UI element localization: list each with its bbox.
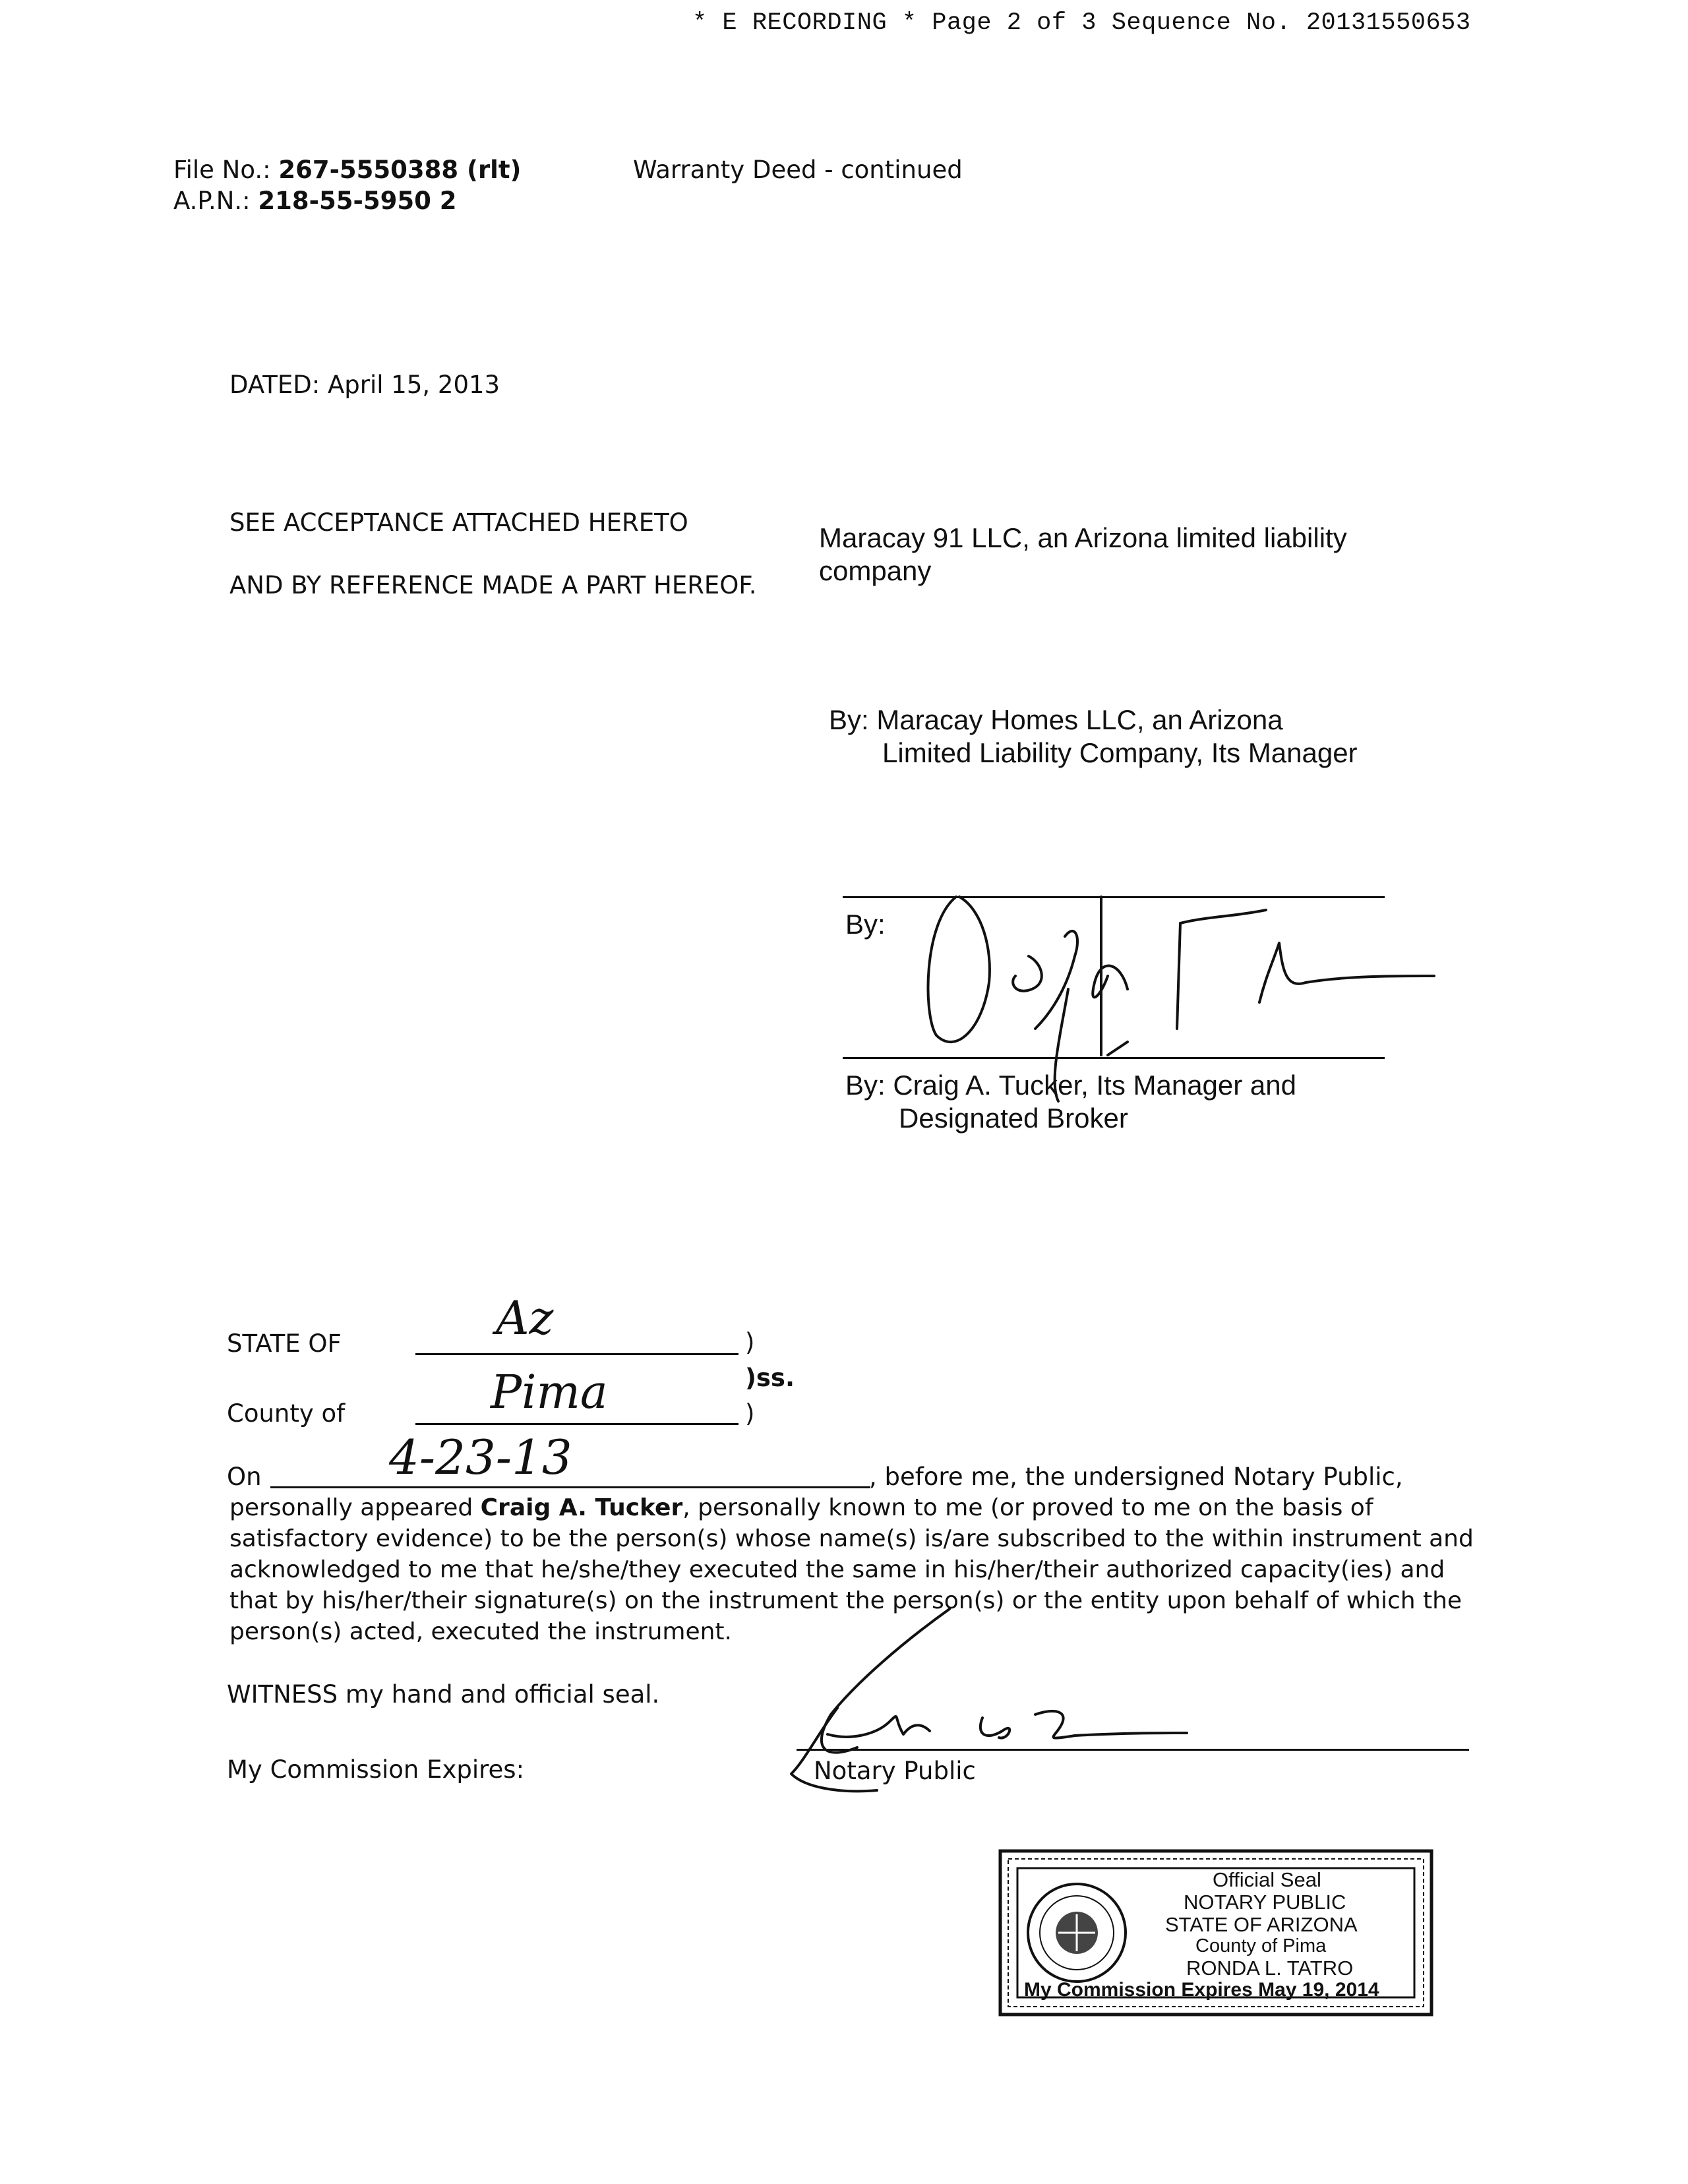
witness-pre: WITNESS	[227, 1680, 338, 1709]
date-rule	[270, 1486, 870, 1488]
state-rule	[415, 1353, 738, 1355]
body-line-5: person(s) acted, executed the instrument.	[229, 1618, 732, 1645]
appeared-pre: personally appeared	[229, 1494, 481, 1521]
state-value: Az	[496, 1291, 554, 1345]
file-no-label: File No.:	[173, 156, 271, 184]
file-no	[173, 156, 521, 184]
apn	[173, 187, 456, 215]
body-line-3: acknowledged to me that he/she/they executed the same in his/her/their authorized capacity(ies) and	[229, 1556, 1445, 1583]
acceptance-line-2: AND BY REFERENCE MADE A PART HEREOF.	[229, 571, 757, 599]
seal-line-1: Official Seal	[1213, 1868, 1321, 1891]
document-title: Warranty Deed - continued	[633, 156, 963, 184]
acknowledgment-date: 4-23-13	[389, 1430, 572, 1485]
signer-line-1: By: Craig A. Tucker, Its Manager and	[845, 1070, 1296, 1101]
grantor-line-2: company	[819, 555, 932, 586]
grantor-line-1: Maracay 91 LLC, an Arizona limited liability	[819, 522, 1347, 553]
commission-expires-label: My Commission Expires:	[227, 1755, 525, 1784]
notary-signature-rule	[797, 1749, 1469, 1751]
apn-label: A.P.N.:	[173, 187, 251, 215]
dated-line: DATED: April 15, 2013	[229, 371, 500, 399]
county-value: Pima	[491, 1365, 608, 1419]
apn-value: 218-55-5950 2	[258, 187, 457, 215]
signer-line-2: Designated Broker	[899, 1103, 1128, 1134]
seal-line-3: STATE OF ARIZONA	[1165, 1913, 1358, 1936]
notary-seal-stamp	[998, 1848, 1434, 2017]
recording-banner: * E RECORDING * Page 2 of 3 Sequence No. 20131550653	[692, 9, 1471, 37]
appeared-name: Craig A. Tucker	[480, 1494, 683, 1521]
seal-line-5: RONDA L. TATRO	[1186, 1957, 1354, 1980]
by-manager-line-1: By: Maracay Homes LLC, an Arizona	[829, 704, 1283, 735]
county-paren: )	[745, 1399, 755, 1428]
seal-line-2: NOTARY PUBLIC	[1184, 1891, 1346, 1914]
notary-public-label: Notary Public	[814, 1757, 976, 1785]
witness-post: my hand and official seal.	[338, 1680, 660, 1709]
appeared-post: , personally known to me (or proved to me on the basis of	[682, 1494, 1373, 1521]
acceptance-line-1: SEE ACCEPTANCE ATTACHED HERETO	[229, 508, 688, 537]
signature-bottom-rule	[843, 1057, 1385, 1059]
on-label: On	[227, 1463, 262, 1491]
county-label: County of	[227, 1399, 346, 1428]
on-tail: , before me, the undersigned Notary Public,	[869, 1463, 1403, 1491]
ss-label: )ss.	[745, 1364, 795, 1392]
body-line-2: satisfactory evidence) to be the person(s) whose name(s) is/are subscribed to the within instrument and	[229, 1525, 1474, 1552]
state-paren: )	[745, 1328, 755, 1356]
state-label: STATE OF	[227, 1329, 342, 1358]
by-manager-line-2: Limited Liability Company, Its Manager	[882, 737, 1358, 768]
county-rule	[415, 1423, 738, 1425]
body-line-1	[229, 1494, 1373, 1521]
file-no-value: 267-5550388 (rlt)	[278, 156, 522, 184]
seal-line-4: County of Pima	[1195, 1935, 1327, 1957]
sign-by-label: By:	[845, 909, 886, 940]
witness-line	[227, 1680, 659, 1709]
body-line-4: that by his/her/their signature(s) on the instrument the person(s) or the entity upon behalf of which the	[229, 1587, 1462, 1614]
seal-line-6: My Commission Expires May 19, 2014	[1024, 1979, 1379, 2001]
